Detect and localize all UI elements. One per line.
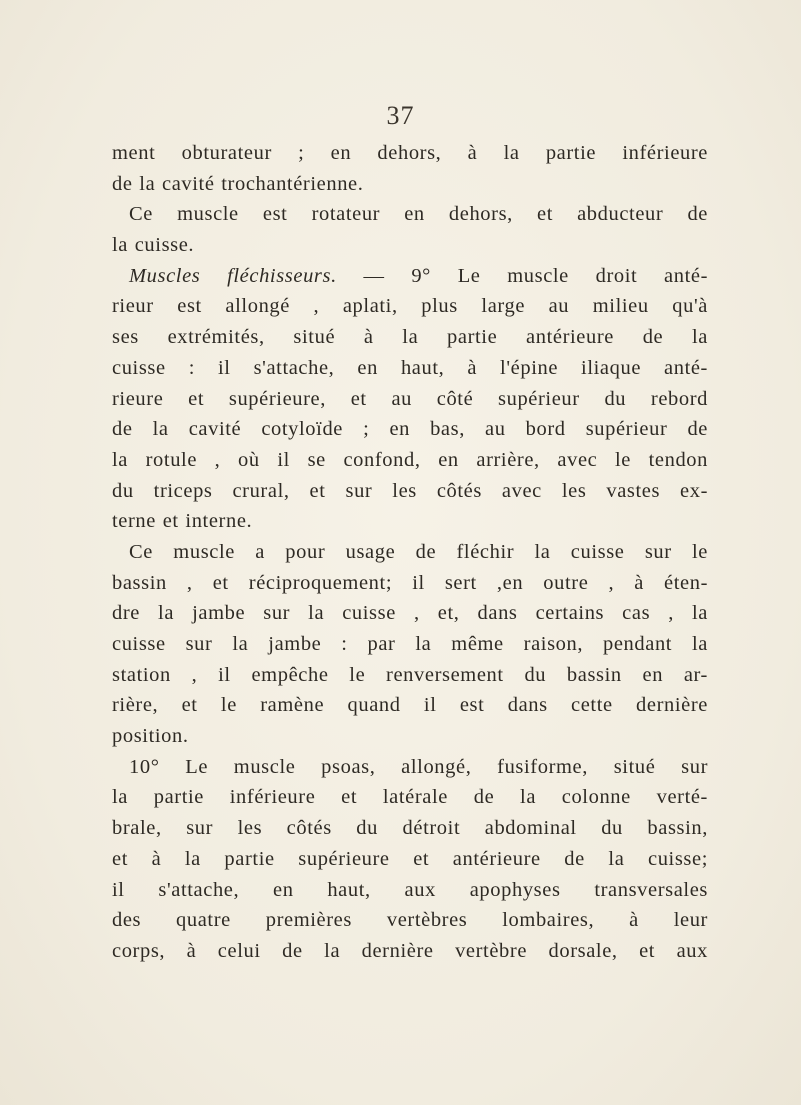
text-line: position.	[112, 725, 189, 748]
text-line: brale, sur les côtés du détroit abdominal du bassin,	[112, 817, 708, 840]
text-line: la rotule , où il se confond, en arrière, avec le tendon	[112, 448, 708, 471]
text-line: rieur est allongé , aplati, plus large au milieu qu'à	[112, 295, 708, 318]
text-line: il s'attache, en haut, aux apophyses transversales	[112, 878, 708, 901]
text-line: station , il empêche le renversement du bassin en ar-	[112, 663, 708, 686]
text-line: ment obturateur ; en dehors, à la partie inférieure	[112, 142, 708, 164]
text-line: du triceps crural, et sur les côtés avec les vastes ex-	[112, 479, 708, 502]
text-line: bassin , et réciproquement; il sert ,en outre , à éten-	[112, 571, 708, 594]
text-line	[112, 261, 708, 292]
text-line: dre la jambe sur la cuisse , et, dans certains cas , la	[112, 602, 708, 625]
page-number: 37	[386, 101, 415, 130]
text-line: 10° Le muscle psoas, allongé, fusiforme, situé sur	[129, 755, 708, 778]
text-line: Ce muscle est rotateur en dehors, et abducteur de	[129, 203, 708, 226]
text-line: corps, à celui de la dernière vertèbre dorsale, et aux	[112, 939, 708, 962]
section-heading: Muscles fléchisseurs.	[129, 264, 337, 287]
text-line: et à la partie supérieure et antérieure de la cuisse;	[112, 847, 708, 870]
text-line: rieure et supérieure, et au côté supérieur du rebord	[112, 387, 708, 410]
text-line: la cuisse.	[112, 234, 195, 257]
text-line-content: — 9° Le muscle droit anté-	[336, 264, 708, 287]
text-line: la partie inférieure et latérale de la colonne verté-	[112, 786, 708, 809]
text-line: de la cavité trochantérienne.	[112, 172, 364, 195]
text-line: rière, et le ramène quand il est dans cette dernière	[112, 694, 708, 717]
text-line: ses extrémités, situé à la partie antérieure de la	[112, 326, 708, 349]
body-text	[112, 138, 708, 967]
text-line: de la cavité cotyloïde ; en bas, au bord supérieur de	[112, 418, 708, 441]
text-line: terne et interne.	[112, 510, 253, 533]
text-line: des quatre premières vertèbres lombaires, à leur	[112, 909, 708, 932]
text-line: cuisse : il s'attache, en haut, à l'épine iliaque anté-	[112, 356, 708, 379]
text-line: Ce muscle a pour usage de fléchir la cuisse sur le	[129, 540, 708, 563]
text-line: cuisse sur la jambe : par la même raison, pendant la	[112, 633, 708, 655]
